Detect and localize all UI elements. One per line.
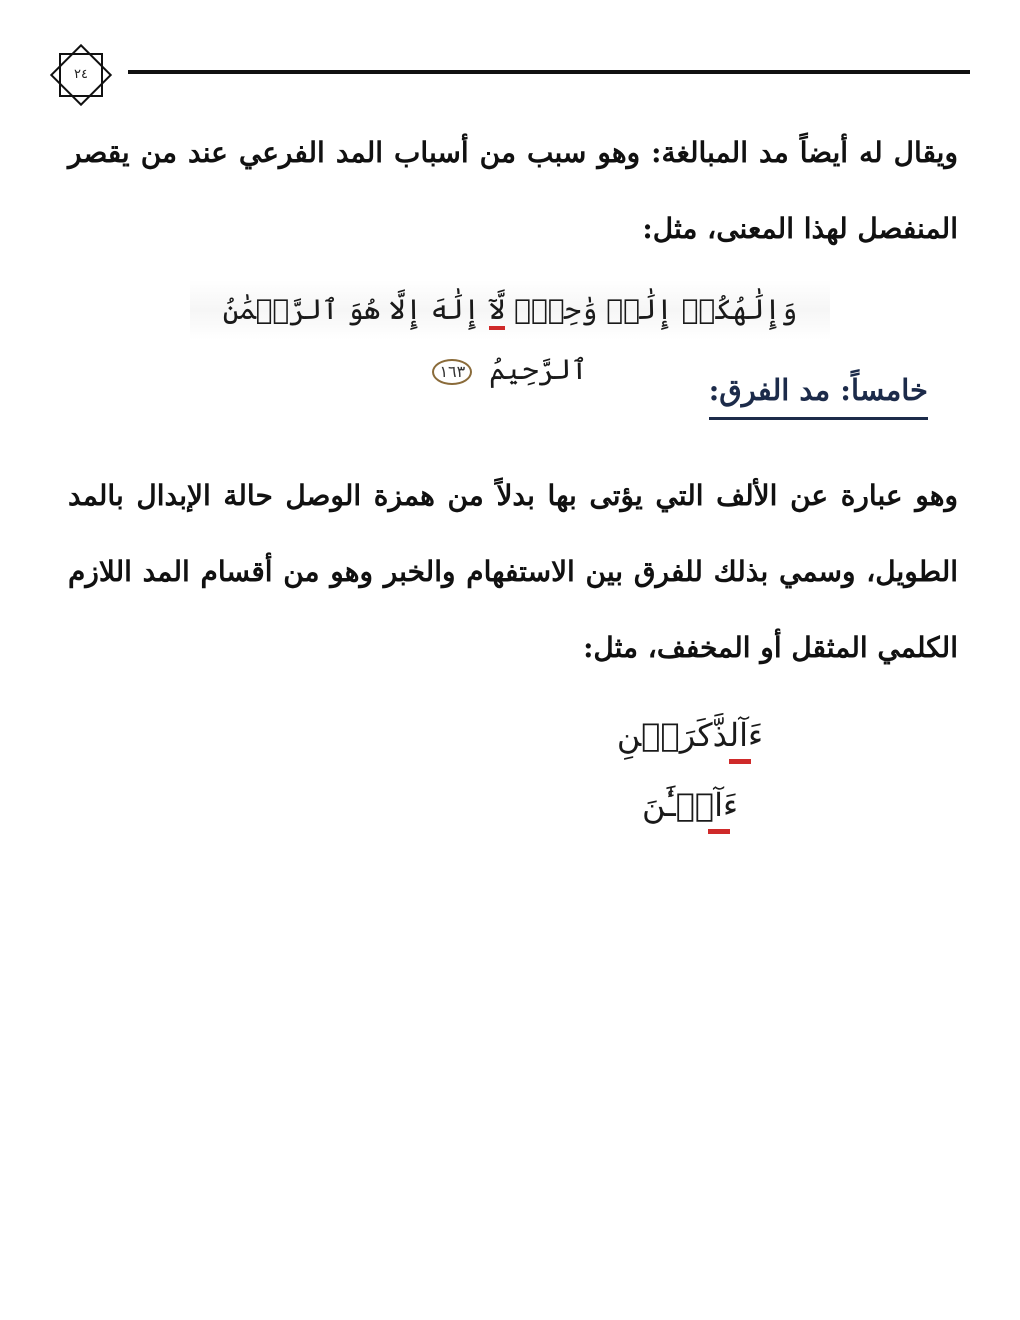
page-number-badge xyxy=(46,40,116,110)
example-word-text: ءَآلذَّكَرَيۡنِ xyxy=(616,716,764,754)
header-rule xyxy=(128,70,970,74)
examples-image xyxy=(540,700,840,824)
verse-marked-word: لَّآ xyxy=(489,293,505,330)
paragraph-definition: وهو عبارة عن الألف التي يؤتى بها بدلاً من همزة الوصل حالة الإبدال بالمد الطويل، وسمي بذلك للفرق بين الاستفهام والخبر وهو من أقسام المد اللازم الكلمي المثقل أو المخفف، مثل: xyxy=(68,479,958,664)
ayah-number-marker: ١٦٣ xyxy=(432,359,472,385)
page-header xyxy=(0,0,1020,120)
verse-text-after: إِلَٰهَ إِلَّا هُوَ ٱلرَّحۡمَٰنُ ٱلرَّحِيمُ xyxy=(222,293,588,386)
example-word xyxy=(617,700,763,770)
paragraph-intro: ويقال له أيضاً مد المبالغة: وهو سبب من أسباب المد الفرعي عند من يقصر المنفصل لهذا المعنى، مثل: xyxy=(68,136,958,245)
page-number: ٢٤ xyxy=(74,67,88,82)
example-word-text: ءَآلۡـَٰٔنَ xyxy=(641,786,739,824)
highlight-mark xyxy=(729,759,751,764)
section-heading: خامساً: مد الفرق: xyxy=(709,365,928,420)
verse-text-before: وَإِلَٰهُكُمۡ إِلَٰهٞ وَٰحِدٞۖ xyxy=(505,293,798,326)
example-word xyxy=(642,770,738,840)
quran-verse-image xyxy=(190,280,830,386)
highlight-mark xyxy=(708,829,730,834)
